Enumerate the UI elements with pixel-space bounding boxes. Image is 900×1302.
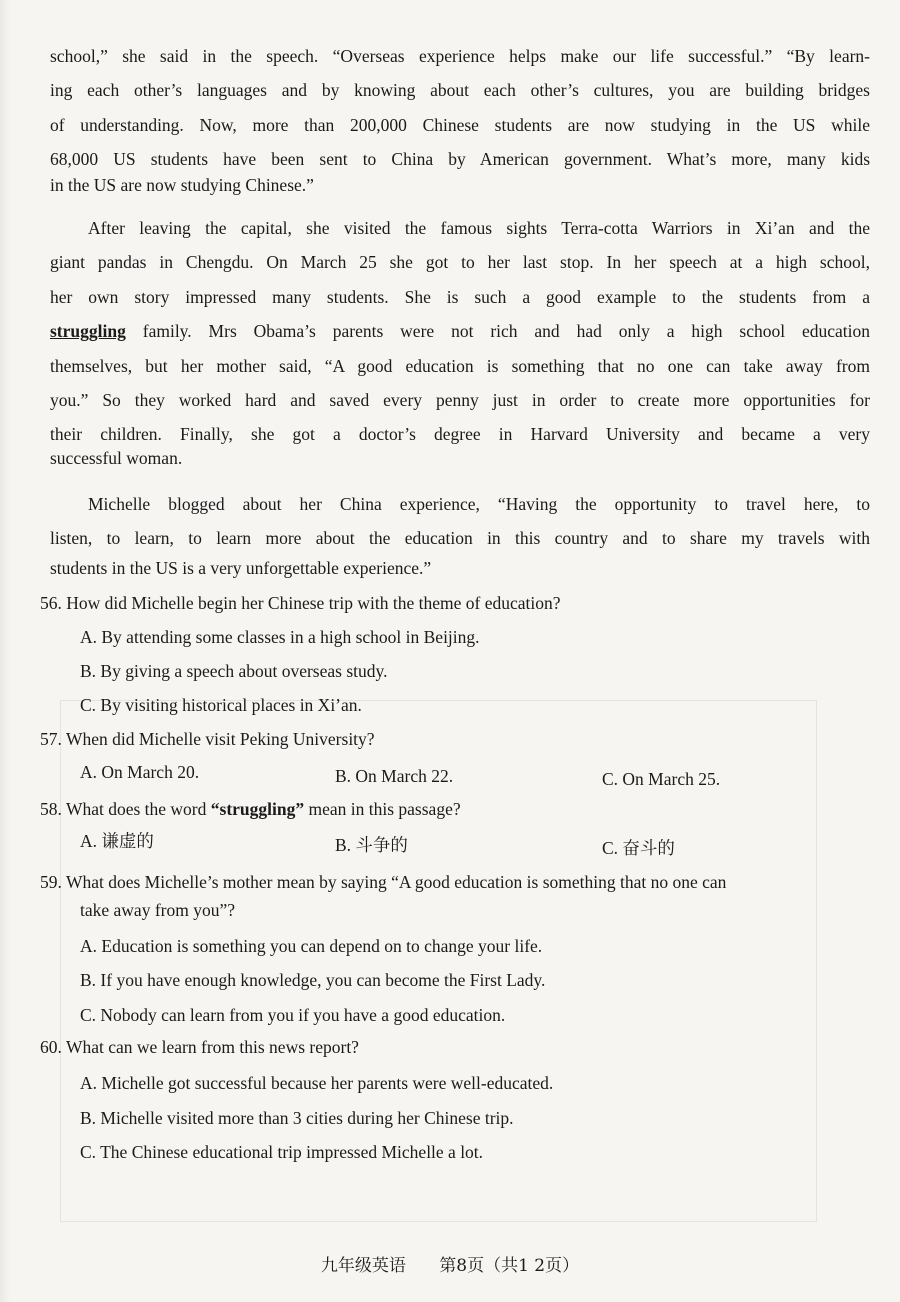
passage-line: giant pandas in Chengdu. On March 25 she got to her last stop. In her speech at a high school, [50,252,870,272]
highlighted-word-struggling: struggling [50,321,126,341]
option-56-b: B. By giving a speech about overseas study. [80,661,388,681]
passage-line: Michelle blogged about her China experience, “Having the opportunity to travel here, to [88,494,870,514]
footer-page-number: 第8页（共1 2页） [439,1256,580,1276]
option-58-a: A. 谦虚的 [80,831,154,851]
option-56-a: A. By attending some classes in a high school in Beijing. [80,627,480,647]
option-59-c: C. Nobody can learn from you if you have a good education. [80,1005,506,1025]
question-59 [40,870,870,894]
option-57-b: B. On March 22. [335,766,454,786]
option-57-a: A. On March 20. [80,762,200,782]
question-text: What does the word [65,799,211,819]
question-text: What does Michelle’s mother mean by saying “A good education is something that no one can [65,872,727,892]
question-number: 60. [40,1037,62,1057]
passage-line: her own story impressed many students. She is such a good example to the students from a [50,287,870,307]
question-text: mean in this passage? [304,799,461,819]
passage-line: in the US are now studying Chinese.” [50,175,314,195]
passage-line: successful woman. [50,448,183,468]
passage-line: students in the US is a very unforgettable experience.” [50,558,432,578]
footer-subject: 九年级英语 [320,1256,406,1276]
passage-line: school,” she said in the speech. “Overseas experience helps make our life successful.” “By learn- [50,46,870,66]
question-60 [40,1035,870,1059]
question-58 [40,797,870,821]
question-text: When did Michelle visit Peking University? [65,729,375,749]
passage-line: ing each other’s languages and by knowing about each other’s cultures, you are building bridges [50,80,870,100]
passage-text: family. Mrs Obama’s parents were not rich and had only a high school education [125,321,870,341]
passage-line: their children. Finally, she got a doctor’s degree in Harvard University and became a very [50,424,870,444]
question-57 [40,727,870,751]
option-59-a: A. Education is something you can depend on to change your life. [80,936,543,956]
question-number: 57. [40,729,62,749]
passage-line: of understanding. Now, more than 200,000 Chinese students are now studying in the US while [50,115,870,135]
option-59-b: B. If you have enough knowledge, you can become the First Lady. [80,970,546,990]
question-56 [40,591,870,615]
question-text: How did Michelle begin her Chinese trip with the theme of education? [66,593,561,613]
passage-line: you.” So they worked hard and saved every penny just in order to create more opportunities for [50,390,870,410]
option-60-c: C. The Chinese educational trip impressed Michelle a lot. [80,1142,484,1162]
passage-line: After leaving the capital, she visited the famous sights Terra-cotta Warriors in Xi’an and the [88,218,870,238]
passage-line [50,319,870,343]
page-footer [0,1254,900,1278]
question-number: 59. [40,872,62,892]
question-text: What can we learn from this news report? [65,1037,359,1057]
option-56-c: C. By visiting historical places in Xi’an. [80,695,362,715]
paper-edge-shadow [0,0,10,1302]
option-58-b: B. 斗争的 [335,835,408,855]
question-59-continuation: take away from you”? [80,900,235,920]
question-number: 56. [40,593,62,613]
question-number: 58. [40,799,62,819]
passage-line: listen, to learn, to learn more about the education in this country and to share my travels with [50,528,870,548]
option-60-a: A. Michelle got successful because her parents were well-educated. [80,1073,554,1093]
question-keyword: “struggling” [210,799,305,819]
passage-line: 68,000 US students have been sent to China by American government. What’s more, many kids [50,149,870,169]
option-58-c: C. 奋斗的 [602,838,675,858]
option-60-b: B. Michelle visited more than 3 cities during her Chinese trip. [80,1108,514,1128]
option-57-c: C. On March 25. [602,769,721,789]
passage-line: themselves, but her mother said, “A good education is something that no one can take away from [50,356,870,376]
